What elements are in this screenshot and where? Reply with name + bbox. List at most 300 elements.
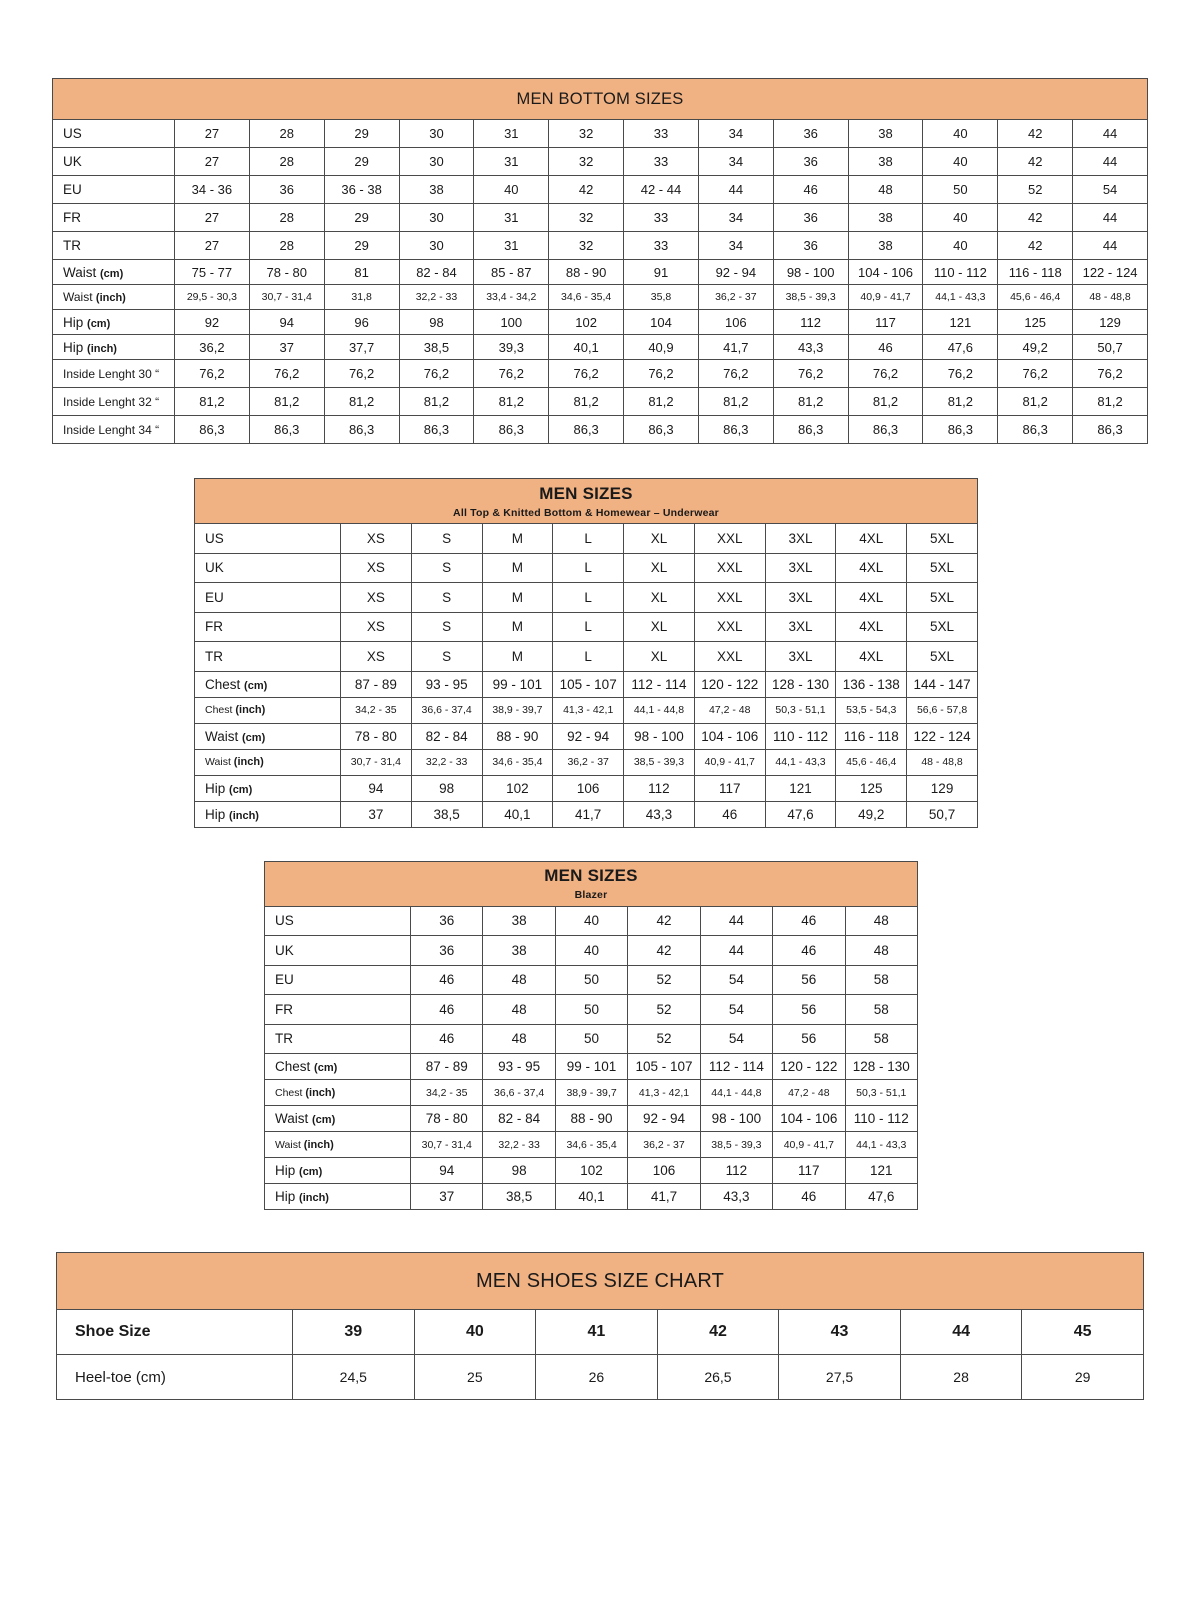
cell: 44,1 - 43,3 bbox=[923, 285, 998, 310]
table-row bbox=[53, 388, 1148, 416]
cell: 30,7 - 31,4 bbox=[249, 285, 324, 310]
cell: 43,3 bbox=[624, 801, 695, 827]
cell: S bbox=[411, 553, 482, 583]
table-row bbox=[265, 1158, 918, 1184]
row-label bbox=[195, 671, 341, 697]
cell: 45,6 - 46,4 bbox=[836, 749, 907, 775]
cell: 110 - 112 bbox=[765, 723, 836, 749]
cell: 37,7 bbox=[324, 335, 399, 360]
cell: 38,9 - 39,7 bbox=[482, 697, 553, 723]
cell: 36 - 38 bbox=[324, 176, 399, 204]
cell: 38,5 - 39,3 bbox=[624, 749, 695, 775]
cell: 28 bbox=[249, 204, 324, 232]
cell: 104 - 106 bbox=[694, 723, 765, 749]
cell: 50,7 bbox=[907, 801, 978, 827]
row-label: FR bbox=[195, 612, 341, 642]
cell: 44,1 - 44,8 bbox=[624, 697, 695, 723]
cell: 81,2 bbox=[474, 388, 549, 416]
cell: 76,2 bbox=[698, 360, 773, 388]
cell: 44,1 - 43,3 bbox=[845, 1132, 917, 1158]
cell: 56 bbox=[773, 1024, 845, 1054]
cell: 36 bbox=[411, 936, 483, 966]
cell: 28 bbox=[900, 1355, 1022, 1400]
row-label: UK bbox=[265, 936, 411, 966]
row-label-text: Hip bbox=[205, 780, 226, 796]
cell: 76,2 bbox=[175, 360, 250, 388]
row-label-text: Waist bbox=[275, 1111, 309, 1126]
cell: 48 bbox=[483, 1024, 555, 1054]
cell: 46 bbox=[411, 965, 483, 995]
cell: 36 bbox=[773, 204, 848, 232]
cell: 35,8 bbox=[624, 285, 699, 310]
cell: XS bbox=[341, 524, 412, 554]
row-label-text: Waist bbox=[205, 728, 239, 744]
cell: 110 - 112 bbox=[923, 260, 998, 285]
table-row bbox=[195, 749, 978, 775]
row-label-unit: (inch) bbox=[229, 809, 259, 822]
cell: 56 bbox=[773, 965, 845, 995]
cell: M bbox=[482, 553, 553, 583]
cell: 92 - 94 bbox=[628, 1106, 700, 1132]
cell: 50 bbox=[555, 965, 627, 995]
row-label: Inside Lenght 32 “ bbox=[53, 388, 175, 416]
cell: 34,6 - 35,4 bbox=[549, 285, 624, 310]
cell: 33 bbox=[624, 120, 699, 148]
row-label: Heel-toe (cm) bbox=[57, 1355, 293, 1400]
cell: 120 - 122 bbox=[694, 671, 765, 697]
cell: 94 bbox=[341, 775, 412, 801]
cell: 38 bbox=[483, 936, 555, 966]
cell: 116 - 118 bbox=[998, 260, 1073, 285]
table-row bbox=[195, 697, 978, 723]
men-blazer-sizes-table bbox=[264, 861, 918, 1211]
cell: 52 bbox=[998, 176, 1073, 204]
cell: 128 - 130 bbox=[765, 671, 836, 697]
cell: 40 bbox=[923, 120, 998, 148]
row-label: FR bbox=[53, 204, 175, 232]
row-label: UK bbox=[53, 148, 175, 176]
row-label: EU bbox=[53, 176, 175, 204]
cell: 116 - 118 bbox=[836, 723, 907, 749]
cell: S bbox=[411, 642, 482, 672]
cell: 44 bbox=[1073, 204, 1148, 232]
row-label: Inside Lenght 34 “ bbox=[53, 416, 175, 444]
cell: 32,2 - 33 bbox=[411, 749, 482, 775]
cell: 36,6 - 37,4 bbox=[483, 1080, 555, 1106]
row-label: EU bbox=[195, 583, 341, 613]
cell: 37 bbox=[411, 1184, 483, 1210]
cell: 44 bbox=[700, 906, 772, 936]
men-tops-sizes-table bbox=[194, 478, 978, 828]
cell: 76,2 bbox=[848, 360, 923, 388]
table-row bbox=[195, 524, 978, 554]
cell: 82 - 84 bbox=[411, 723, 482, 749]
cell: XL bbox=[624, 583, 695, 613]
cell: 93 - 95 bbox=[411, 671, 482, 697]
table-row bbox=[53, 360, 1148, 388]
cell: 29 bbox=[324, 120, 399, 148]
cell: 27 bbox=[175, 148, 250, 176]
table-row bbox=[265, 1132, 918, 1158]
cell: 24,5 bbox=[293, 1355, 415, 1400]
cell: 41,7 bbox=[628, 1184, 700, 1210]
cell: 46 bbox=[411, 1024, 483, 1054]
cell: 46 bbox=[773, 176, 848, 204]
cell: 40 bbox=[923, 232, 998, 260]
cell: 81,2 bbox=[773, 388, 848, 416]
cell: 44 bbox=[700, 936, 772, 966]
cell: 3XL bbox=[765, 612, 836, 642]
row-label-unit: (inch) bbox=[299, 1192, 329, 1204]
row-label-unit: (cm) bbox=[244, 679, 268, 692]
men-blazer-sizes-section bbox=[264, 861, 918, 1211]
row-label bbox=[53, 335, 175, 360]
table-subtitle: All Top & Knitted Bottom & Homewear – Underwear bbox=[453, 506, 719, 519]
cell: 44,1 - 44,8 bbox=[700, 1080, 772, 1106]
cell: 44 bbox=[900, 1310, 1022, 1355]
cell: 38,5 - 39,3 bbox=[773, 285, 848, 310]
table-row bbox=[265, 1184, 918, 1210]
cell: 33 bbox=[624, 148, 699, 176]
cell: 31,8 bbox=[324, 285, 399, 310]
cell: 86,3 bbox=[848, 416, 923, 444]
table-row bbox=[53, 232, 1148, 260]
row-label bbox=[195, 723, 341, 749]
cell: 86,3 bbox=[923, 416, 998, 444]
row-label-unit: (cm) bbox=[312, 1114, 336, 1126]
cell: 42 bbox=[998, 148, 1073, 176]
table-row bbox=[53, 260, 1148, 285]
cell: 32 bbox=[549, 148, 624, 176]
cell: 112 - 114 bbox=[700, 1054, 772, 1080]
cell: 44 bbox=[698, 176, 773, 204]
table-row bbox=[195, 583, 978, 613]
cell: 56,6 - 57,8 bbox=[907, 697, 978, 723]
men-tops-sizes-section bbox=[194, 478, 978, 828]
table-title-row bbox=[265, 861, 918, 906]
cell: 81,2 bbox=[549, 388, 624, 416]
cell: 86,3 bbox=[399, 416, 474, 444]
cell: 41,7 bbox=[553, 801, 624, 827]
row-label: Inside Lenght 30 “ bbox=[53, 360, 175, 388]
cell: 58 bbox=[845, 1024, 917, 1054]
cell: 40,9 bbox=[624, 335, 699, 360]
cell: 37 bbox=[249, 335, 324, 360]
cell: L bbox=[553, 642, 624, 672]
cell: S bbox=[411, 583, 482, 613]
cell: L bbox=[553, 583, 624, 613]
cell: 54 bbox=[1073, 176, 1148, 204]
cell: 31 bbox=[474, 120, 549, 148]
table-row bbox=[195, 775, 978, 801]
cell: XXL bbox=[694, 553, 765, 583]
cell: 46 bbox=[411, 995, 483, 1025]
cell: 5XL bbox=[907, 583, 978, 613]
cell: 48 bbox=[483, 965, 555, 995]
cell: 40,1 bbox=[549, 335, 624, 360]
cell: 48 bbox=[845, 936, 917, 966]
cell: 40 bbox=[923, 204, 998, 232]
cell: 122 - 124 bbox=[907, 723, 978, 749]
cell: 36,2 - 37 bbox=[628, 1132, 700, 1158]
cell: 94 bbox=[249, 310, 324, 335]
cell: 91 bbox=[624, 260, 699, 285]
cell: 85 - 87 bbox=[474, 260, 549, 285]
table-row bbox=[195, 553, 978, 583]
cell: 43,3 bbox=[773, 335, 848, 360]
cell: 92 - 94 bbox=[553, 723, 624, 749]
cell: 30 bbox=[399, 148, 474, 176]
row-label: FR bbox=[265, 995, 411, 1025]
cell: 98 bbox=[411, 775, 482, 801]
cell: 40 bbox=[414, 1310, 536, 1355]
cell: 36 bbox=[773, 148, 848, 176]
cell: 93 - 95 bbox=[483, 1054, 555, 1080]
cell: 86,3 bbox=[549, 416, 624, 444]
cell: XS bbox=[341, 583, 412, 613]
table-row bbox=[195, 642, 978, 672]
cell: S bbox=[411, 612, 482, 642]
row-label-unit: (cm) bbox=[299, 1166, 323, 1178]
row-label-text: Waist bbox=[63, 264, 97, 280]
cell: XL bbox=[624, 553, 695, 583]
cell: 4XL bbox=[836, 612, 907, 642]
row-label-text: Hip bbox=[275, 1163, 296, 1178]
cell: 117 bbox=[848, 310, 923, 335]
cell: 81,2 bbox=[698, 388, 773, 416]
cell: 144 - 147 bbox=[907, 671, 978, 697]
cell: 30,7 - 31,4 bbox=[411, 1132, 483, 1158]
cell: 36,2 - 37 bbox=[553, 749, 624, 775]
cell: 36,2 - 37 bbox=[698, 285, 773, 310]
cell: 36 bbox=[411, 906, 483, 936]
cell: XL bbox=[624, 642, 695, 672]
row-label-text: Chest bbox=[205, 704, 233, 716]
cell: 41,7 bbox=[698, 335, 773, 360]
row-label bbox=[195, 775, 341, 801]
cell: 38,5 - 39,3 bbox=[700, 1132, 772, 1158]
cell: 47,6 bbox=[845, 1184, 917, 1210]
cell: 78 - 80 bbox=[249, 260, 324, 285]
cell: 4XL bbox=[836, 553, 907, 583]
cell: M bbox=[482, 612, 553, 642]
cell: M bbox=[482, 524, 553, 554]
cell: 76,2 bbox=[399, 360, 474, 388]
row-label bbox=[265, 1184, 411, 1210]
cell: 96 bbox=[324, 310, 399, 335]
row-label-text: Chest bbox=[205, 676, 241, 692]
cell: 42 bbox=[998, 232, 1073, 260]
cell: 86,3 bbox=[175, 416, 250, 444]
cell: 76,2 bbox=[923, 360, 998, 388]
cell: 112 bbox=[700, 1158, 772, 1184]
cell: 50,7 bbox=[1073, 335, 1148, 360]
cell: 128 - 130 bbox=[845, 1054, 917, 1080]
cell: 29 bbox=[324, 148, 399, 176]
row-label-unit: (cm) bbox=[229, 783, 253, 796]
table-title: MEN SIZES bbox=[544, 866, 638, 885]
cell: 37 bbox=[341, 801, 412, 827]
cell: 117 bbox=[773, 1158, 845, 1184]
row-label-text: Chest bbox=[275, 1086, 303, 1099]
cell: 47,2 - 48 bbox=[694, 697, 765, 723]
cell: 36 bbox=[773, 232, 848, 260]
cell: 49,2 bbox=[998, 335, 1073, 360]
table-row bbox=[53, 335, 1148, 360]
cell: XL bbox=[624, 612, 695, 642]
cell: 78 - 80 bbox=[341, 723, 412, 749]
cell: 39,3 bbox=[474, 335, 549, 360]
cell: 76,2 bbox=[1073, 360, 1148, 388]
row-label-unit: (inch) bbox=[235, 704, 266, 716]
table-row bbox=[53, 120, 1148, 148]
cell: 52 bbox=[628, 965, 700, 995]
cell: 86,3 bbox=[1073, 416, 1148, 444]
cell: 81,2 bbox=[848, 388, 923, 416]
cell: 27 bbox=[175, 204, 250, 232]
row-label: TR bbox=[53, 232, 175, 260]
cell: 34,2 - 35 bbox=[411, 1080, 483, 1106]
row-label bbox=[53, 260, 175, 285]
cell: 120 - 122 bbox=[773, 1054, 845, 1080]
cell: 99 - 101 bbox=[482, 671, 553, 697]
cell: 76,2 bbox=[773, 360, 848, 388]
table-row bbox=[195, 612, 978, 642]
cell: 86,3 bbox=[998, 416, 1073, 444]
cell: 32,2 - 33 bbox=[399, 285, 474, 310]
cell: 98 bbox=[399, 310, 474, 335]
cell: 105 - 107 bbox=[628, 1054, 700, 1080]
cell: M bbox=[482, 583, 553, 613]
cell: 102 bbox=[549, 310, 624, 335]
cell: 4XL bbox=[836, 642, 907, 672]
row-label bbox=[53, 310, 175, 335]
row-label-text: Chest bbox=[275, 1059, 311, 1074]
row-label bbox=[265, 1132, 411, 1158]
cell: 25 bbox=[414, 1355, 536, 1400]
cell: 47,2 - 48 bbox=[773, 1080, 845, 1106]
cell: 81,2 bbox=[175, 388, 250, 416]
cell: 32 bbox=[549, 204, 624, 232]
table-row bbox=[195, 671, 978, 697]
cell: 38 bbox=[848, 232, 923, 260]
cell: 40 bbox=[555, 936, 627, 966]
table-row bbox=[265, 1080, 918, 1106]
cell: 3XL bbox=[765, 583, 836, 613]
cell: 40,9 - 41,7 bbox=[773, 1132, 845, 1158]
cell: 40,9 - 41,7 bbox=[694, 749, 765, 775]
row-label bbox=[195, 697, 341, 723]
cell: 117 bbox=[694, 775, 765, 801]
table-row bbox=[265, 995, 918, 1025]
cell: 50,3 - 51,1 bbox=[845, 1080, 917, 1106]
table-row bbox=[265, 1054, 918, 1080]
cell: 58 bbox=[845, 995, 917, 1025]
row-label: UK bbox=[195, 553, 341, 583]
cell: 45,6 - 46,4 bbox=[998, 285, 1073, 310]
cell: 38,9 - 39,7 bbox=[555, 1080, 627, 1106]
row-label: EU bbox=[265, 965, 411, 995]
cell: 34 bbox=[698, 204, 773, 232]
cell: 82 - 84 bbox=[399, 260, 474, 285]
cell: 76,2 bbox=[998, 360, 1073, 388]
table-row bbox=[57, 1355, 1144, 1400]
table-row bbox=[53, 176, 1148, 204]
cell: 38,5 bbox=[399, 335, 474, 360]
cell: 86,3 bbox=[624, 416, 699, 444]
cell: 29 bbox=[324, 204, 399, 232]
cell: 42 bbox=[628, 906, 700, 936]
cell: 48 bbox=[848, 176, 923, 204]
cell: 46 bbox=[848, 335, 923, 360]
cell: 81 bbox=[324, 260, 399, 285]
cell: XL bbox=[624, 524, 695, 554]
cell: 42 bbox=[998, 120, 1073, 148]
cell: 104 - 106 bbox=[848, 260, 923, 285]
cell: 92 - 94 bbox=[698, 260, 773, 285]
cell: 44 bbox=[1073, 148, 1148, 176]
cell: XS bbox=[341, 553, 412, 583]
cell: 121 bbox=[923, 310, 998, 335]
cell: 82 - 84 bbox=[483, 1106, 555, 1132]
row-label-text: Hip bbox=[275, 1189, 296, 1204]
cell: 28 bbox=[249, 120, 324, 148]
table-title: MEN SHOES SIZE CHART bbox=[57, 1253, 1144, 1310]
row-label: US bbox=[195, 524, 341, 554]
cell: 42 bbox=[998, 204, 1073, 232]
cell: 76,2 bbox=[549, 360, 624, 388]
cell: M bbox=[482, 642, 553, 672]
table-title: MEN BOTTOM SIZES bbox=[53, 79, 1148, 120]
cell: XXL bbox=[694, 612, 765, 642]
cell: 98 bbox=[483, 1158, 555, 1184]
cell: 56 bbox=[773, 995, 845, 1025]
cell: L bbox=[553, 524, 624, 554]
cell: 106 bbox=[628, 1158, 700, 1184]
row-label: US bbox=[265, 906, 411, 936]
cell: 34 bbox=[698, 148, 773, 176]
cell: 102 bbox=[555, 1158, 627, 1184]
cell: 129 bbox=[1073, 310, 1148, 335]
table-row bbox=[53, 310, 1148, 335]
cell: 125 bbox=[836, 775, 907, 801]
cell: 125 bbox=[998, 310, 1073, 335]
cell: 104 - 106 bbox=[773, 1106, 845, 1132]
cell: 106 bbox=[698, 310, 773, 335]
row-label-unit: (inch) bbox=[233, 756, 264, 768]
cell: 26 bbox=[536, 1355, 658, 1400]
cell: 44 bbox=[1073, 120, 1148, 148]
cell: 47,6 bbox=[923, 335, 998, 360]
cell: 34 bbox=[698, 120, 773, 148]
cell: 41 bbox=[536, 1310, 658, 1355]
cell: 47,6 bbox=[765, 801, 836, 827]
cell: 34 bbox=[698, 232, 773, 260]
cell: 136 - 138 bbox=[836, 671, 907, 697]
cell: 5XL bbox=[907, 553, 978, 583]
cell: 99 - 101 bbox=[555, 1054, 627, 1080]
row-label-text: Hip bbox=[63, 339, 84, 355]
cell: 32,2 - 33 bbox=[483, 1132, 555, 1158]
cell: 40 bbox=[555, 906, 627, 936]
cell: 27 bbox=[175, 120, 250, 148]
row-label-text: Waist bbox=[205, 756, 231, 768]
cell: 32 bbox=[549, 232, 624, 260]
cell: 81,2 bbox=[923, 388, 998, 416]
cell: XXL bbox=[694, 642, 765, 672]
row-label bbox=[265, 1158, 411, 1184]
cell: 30 bbox=[399, 204, 474, 232]
